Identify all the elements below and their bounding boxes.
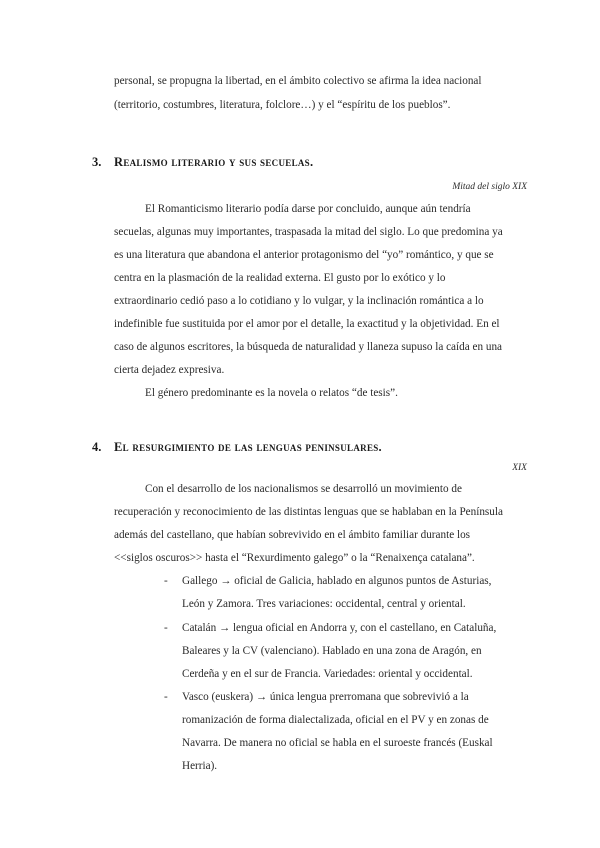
paragraph-line: <<siglos oscuros>> hasta el “Rexurdimento galego” o la “Renaixença catalana”. [114, 552, 475, 564]
paragraph-line: es una literatura que abandona el anterior protagonismo del “yo” romántico, y que se [114, 249, 494, 261]
list-item-line: León y Zamora. Tres variaciones: occidental, central y oriental. [182, 598, 466, 610]
list-item-line: Baleares y la CV (valenciano). Hablado en una zona de Aragón, en [182, 645, 482, 657]
paragraph-line: cierta dejadez expresiva. [114, 364, 225, 376]
section-number: 4. [92, 440, 102, 454]
intro-line: (territorio, costumbres, literatura, folclore…) y el “espíritu de los pueblos”. [114, 99, 451, 111]
paragraph-line: recuperación y reconocimiento de las distintas lenguas que se hablaban en la Península [114, 506, 503, 518]
section-4-heading [92, 440, 382, 455]
list-item-line: Herria). [182, 760, 218, 772]
list-item-line: Vasco (euskera) → única lengua prerromana que sobrevivió a la [182, 691, 469, 703]
section-title: Realismo literario y sus secuelas. [114, 155, 314, 169]
paragraph-line: centra en la plasmación de la realidad externa. El gusto por lo exótico y lo [114, 272, 446, 284]
paragraph-line: caso de algunos escritores, la búsqueda de naturalidad y llaneza supuso la caída en una [114, 341, 503, 353]
paragraph-line: El género predominante es la novela o relatos “de tesis”. [145, 387, 398, 399]
intro-line: personal, se propugna la libertad, en el ámbito colectivo se afirma la idea nacional [114, 75, 482, 87]
paragraph-line: secuelas, algunas muy importantes, traspasada la mitad del siglo. Lo que predomina ya [114, 226, 503, 238]
bullet-marker: - [164, 575, 168, 587]
section-4-dateline: XIX [512, 463, 527, 473]
list-item-line: Navarra. De manera no oficial se habla en el suroeste francés (Euskal [182, 737, 493, 749]
section-3-heading [92, 155, 313, 170]
paragraph-line: extraordinario cedió paso a lo cotidiano y lo vulgar, y la inclinación romántica a lo [114, 295, 484, 307]
paragraph-line: Con el desarrollo de los nacionalismos se desarrolló un movimiento de [145, 483, 462, 495]
list-item-line: Gallego → oficial de Galicia, hablado en algunos puntos de Asturias, [182, 575, 492, 587]
bullet-marker: - [164, 691, 168, 703]
section-number: 3. [92, 155, 102, 169]
bullet-marker: - [164, 622, 168, 634]
section-title: El resurgimiento de las lenguas peninsulares. [114, 440, 382, 454]
paragraph-line: El Romanticismo literario podía darse por concluido, aunque aún tendría [145, 203, 471, 215]
paragraph-line: además del castellano, que habían sobrevivido en el ámbito familiar durante los [114, 529, 471, 541]
paragraph-line: indefinible fue sustituida por el amor por el detalle, la exactitud y la objetividad. En el [114, 318, 500, 330]
list-item-line: Catalán → lengua oficial en Andorra y, con el castellano, en Cataluña, [182, 622, 497, 634]
section-3-dateline: Mitad del siglo XIX [452, 182, 527, 192]
list-item-line: Cerdeña y en el sur de Francia. Variedades: oriental y occidental. [182, 668, 473, 680]
list-item-line: romanización de forma dialectalizada, oficial en el PV y en zonas de [182, 714, 489, 726]
